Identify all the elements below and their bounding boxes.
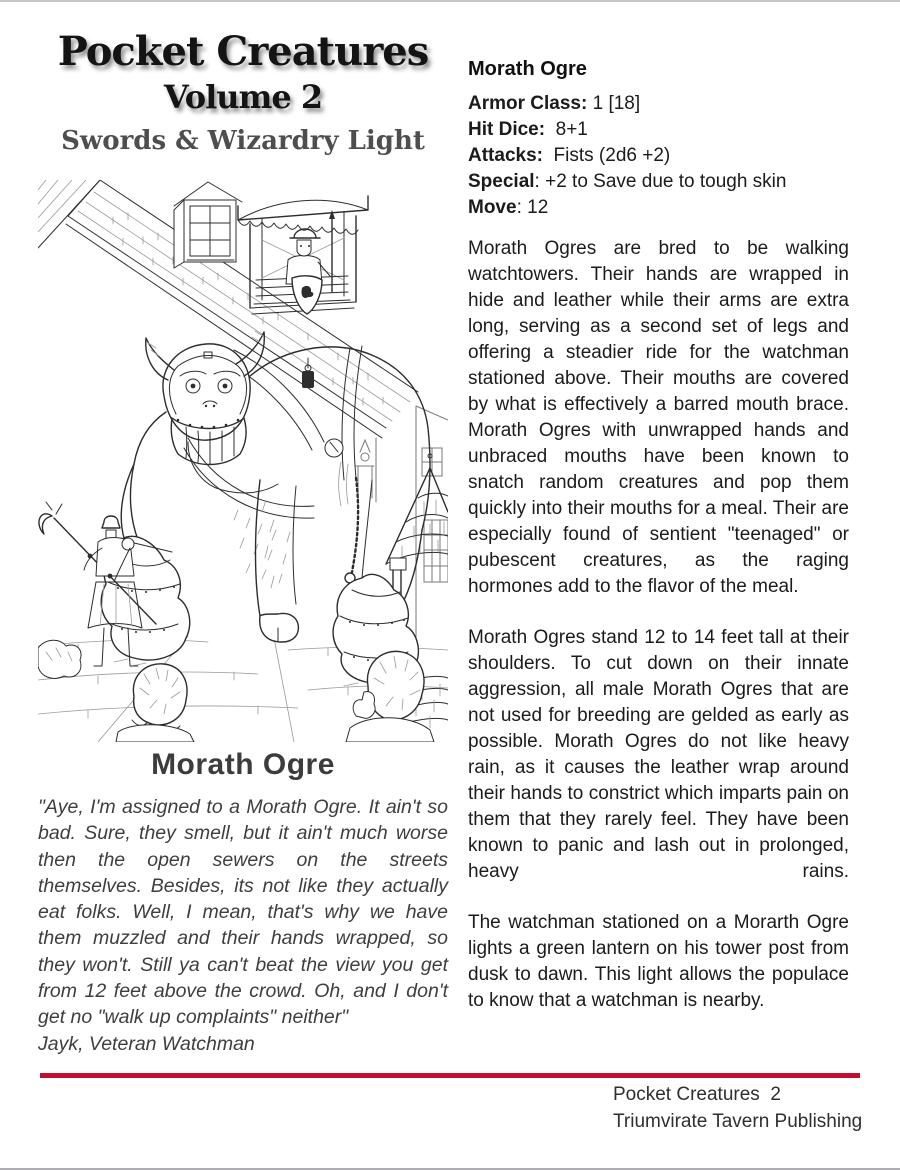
quote-attribution: Jayk, Veteran Watchman: [38, 1032, 255, 1055]
footer-booklet-title: Pocket Creatures 2: [613, 1084, 781, 1105]
statblock-name: Morath Ogre: [468, 58, 587, 80]
crowd: [116, 651, 434, 742]
stat-label: Hit Dice:: [468, 119, 546, 140]
left-column: [38, 2, 448, 1055]
stat-special: [468, 169, 849, 195]
footer: [613, 1082, 862, 1135]
title-block: [38, 28, 448, 158]
creature-heading: Morath Ogre: [151, 748, 335, 781]
watchtower-howdah: [238, 196, 368, 314]
stat-value: : 12: [516, 197, 549, 218]
stat-label: Attacks:: [468, 145, 543, 166]
page-subtitle: Swords & Wizardry Light: [61, 126, 425, 156]
footer-rule: [40, 1073, 860, 1078]
stat-move: [468, 195, 849, 221]
stat-label: Special: [468, 171, 535, 192]
ogre: [101, 331, 430, 690]
footer-publisher: Triumvirate Tavern Publishing: [613, 1110, 863, 1132]
body-paragraph-1: Morath Ogres are bred to be walking watchtowers. Their hands are wrapped in hide and leather while their arms are extra long, serving as a second set of legs and offering a steadier ride for the watchman stationed above. Their mouths are covered by what is effectively a barred mouth brace. Morath Ogres with unwrapped hands and unbraced mouths have been known to snatch random creatures and pop them quickly into their mouths for a meal. Their are especially found of sentient "teenaged" or pubescent creatures, as the raging hormones add to the flavor of the meal.: [468, 238, 849, 597]
stat-attacks: [468, 143, 849, 169]
stat-label: Armor Class:: [468, 93, 588, 114]
morath-ogre-illustration: [38, 180, 448, 742]
stat-value: 1 [18]: [587, 93, 641, 114]
stat-hit-dice: [468, 117, 849, 143]
right-column: [468, 56, 849, 1014]
quote-block: [38, 794, 448, 1057]
stat-label: Move: [468, 197, 517, 218]
body-paragraph-2: Morath Ogres stand 12 to 14 feet tall at their shoulders. To cut down on their innate aggression, all male Morath Ogres that are not used for breeding are gelded as early as possible. Morath Ogres do not like heavy rain, as it causes the leather wrap around their hands to constrict which imparts pain on them that they rarely feel. They have been known to panic and lash out in prolonged, heavy rains.: [468, 627, 849, 882]
stat-value: Fists (2d6 +2): [542, 145, 671, 166]
flavor-quote: "Aye, I'm assigned to a Morath Ogre. It ain't so bad. Sure, they smell, but it ain't much worse then the open sewers on the streets themselves. Besides, its not like they actually eat folks. Well, I mean, that's why we have them muzzled and their hands wrapped, so they won't. Still ya can't beat the view you get from 12 feet above the crowd. Oh, and I don't get no "walk up complaints" neither": [38, 796, 448, 1029]
stat-armor-class: [468, 91, 849, 117]
stat-value: : +2 to Save due to tough skin: [534, 171, 787, 192]
stat-value: 8+1: [545, 119, 588, 140]
page-volume: Volume 2: [163, 78, 323, 116]
body-paragraph-3: The watchman stationed on a Morarth Ogre lights a green lantern on his tower post from dusk to dawn. This light allows the populace to know that a watchman is nearby.: [468, 912, 849, 1011]
page-title: Pocket Creatures: [57, 28, 429, 75]
